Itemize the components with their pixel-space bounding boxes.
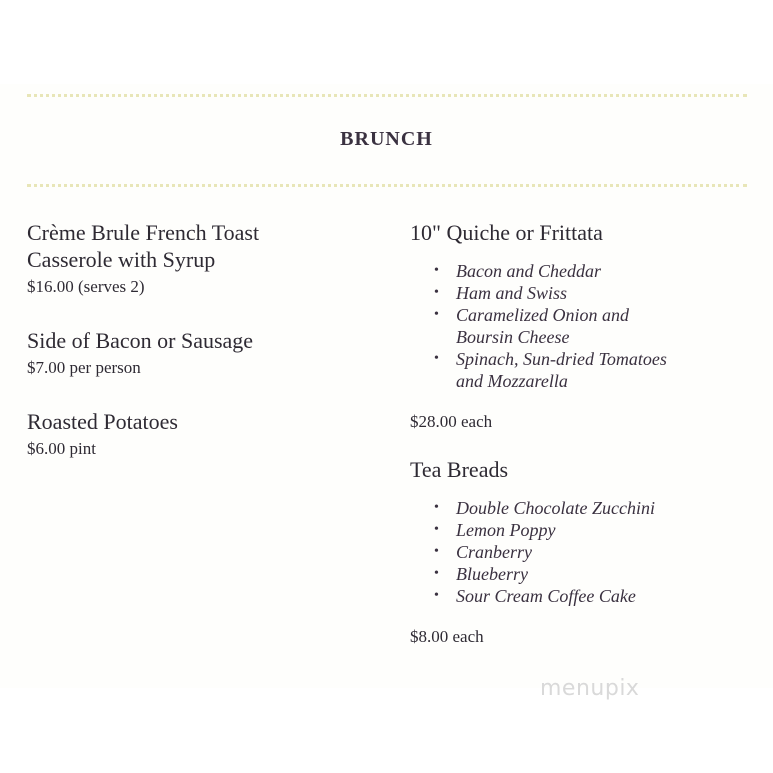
list-item	[434, 541, 760, 563]
list-item	[434, 519, 760, 541]
bullet-icon: •	[434, 566, 439, 581]
option-label: Double Chocolate Zucchini	[456, 498, 655, 518]
menu-item	[27, 219, 367, 297]
bullet-icon: •	[434, 351, 439, 366]
option-label: Cranberry	[456, 542, 532, 562]
title-dotted-divider	[27, 184, 747, 187]
list-item	[434, 282, 760, 304]
quiche-price: $28.00 each	[410, 412, 493, 431]
menupix-watermark: menupix	[540, 676, 640, 701]
tea-breads-options-list	[410, 497, 760, 607]
option-label: Ham and Swiss	[456, 283, 568, 303]
tea-breads-price: $8.00 each	[410, 627, 484, 646]
section-title: BRUNCH	[340, 128, 433, 150]
top-dotted-divider	[27, 94, 747, 97]
list-item	[434, 260, 760, 282]
option-label: Spinach, Sun-dried Tomatoes and Mozzarella	[456, 349, 667, 391]
tea-breads-title: Tea Breads	[410, 457, 509, 482]
item-price: $7.00 per person	[27, 358, 141, 377]
item-name: Roasted Potatoes	[27, 409, 178, 434]
list-item	[434, 563, 760, 585]
item-price: $6.00 pint	[27, 439, 96, 458]
left-column	[27, 219, 367, 489]
quiche-options-list	[410, 260, 760, 392]
item-name: Side of Bacon or Sausage	[27, 328, 254, 353]
bullet-icon: •	[434, 544, 439, 559]
list-item	[434, 348, 760, 392]
item-price: $16.00 (serves 2)	[27, 277, 145, 296]
bullet-icon: •	[434, 500, 439, 515]
list-item	[434, 497, 760, 519]
option-label: Lemon Poppy	[456, 520, 556, 540]
option-label: Bacon and Cheddar	[456, 261, 601, 281]
bullet-icon: •	[434, 588, 439, 603]
right-column	[410, 219, 760, 647]
quiche-title: 10" Quiche or Frittata	[410, 220, 603, 245]
bullet-icon: •	[434, 522, 439, 537]
item-name: Crème Brule French Toast Casserole with Syrup	[27, 220, 260, 272]
bullet-icon: •	[434, 285, 439, 300]
option-label: Sour Cream Coffee Cake	[456, 586, 636, 606]
list-item	[434, 304, 760, 348]
bullet-icon: •	[434, 307, 439, 322]
bullet-icon: •	[434, 263, 439, 278]
list-item	[434, 585, 760, 607]
menu-item	[27, 408, 367, 459]
option-label: Caramelized Onion and Boursin Cheese	[456, 305, 629, 347]
option-label: Blueberry	[456, 564, 528, 584]
menu-item	[27, 327, 367, 378]
